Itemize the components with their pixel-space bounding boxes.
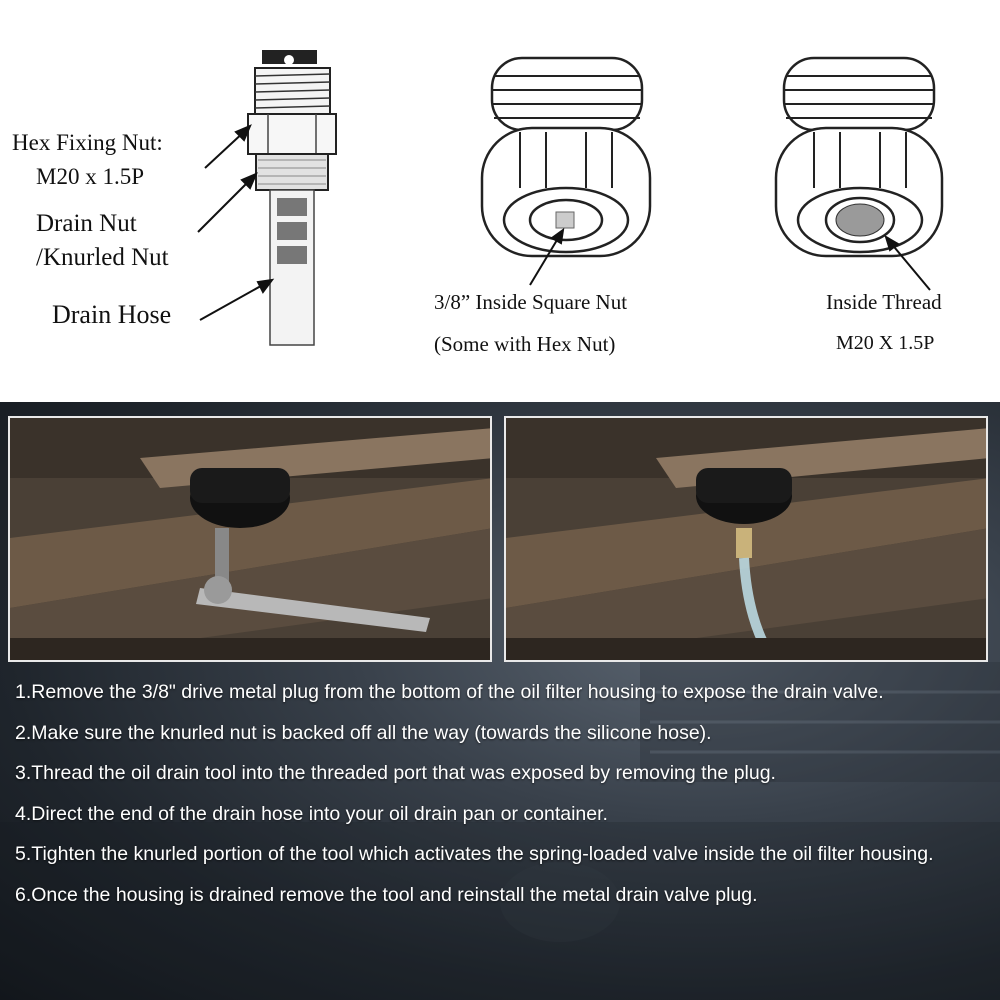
instructions-panel (0, 402, 1000, 1000)
instruction-step-6: 6.Once the housing is drained remove the tool and reinstall the metal drain valve plug. (15, 883, 758, 906)
label-knurled-nut: /Knurled Nut (36, 244, 169, 271)
instruction-step-1: 1.Remove the 3/8" drive metal plug from the bottom of the oil filter housing to expose the drain valve. (15, 681, 884, 703)
label-drain-nut: Drain Nut (36, 210, 137, 237)
label-hex-fixing-nut-size: M20 x 1.5P (36, 164, 144, 189)
photo-ratchet-removing-plug (8, 416, 492, 662)
instruction-step-5: 5.Tighten the knurled portion of the tool which activates the spring-loaded valve inside the oil filter housing. (15, 843, 934, 865)
label-square-nut-note: (Some with Hex Nut) (434, 332, 616, 356)
instruction-step-2: 2.Make sure the knurled nut is backed off all the way (towards the silicone hose). (15, 721, 712, 744)
label-drain-hose: Drain Hose (52, 300, 172, 329)
label-inside-thread-size: M20 X 1.5P (836, 332, 935, 354)
label-square-nut: 3/8” Inside Square Nut (434, 290, 628, 314)
label-hex-fixing-nut: Hex Fixing Nut: (12, 130, 163, 155)
photo-drain-hose-attached (504, 416, 988, 662)
instruction-steps (15, 672, 995, 915)
diagram-panel (0, 0, 1000, 402)
label-inside-thread: Inside Thread (826, 290, 942, 314)
instruction-step-4: 4.Direct the end of the drain hose into your oil drain pan or container. (15, 802, 608, 825)
instruction-step-3: 3.Thread the oil drain tool into the threaded port that was exposed by removing the plug. (15, 762, 776, 784)
